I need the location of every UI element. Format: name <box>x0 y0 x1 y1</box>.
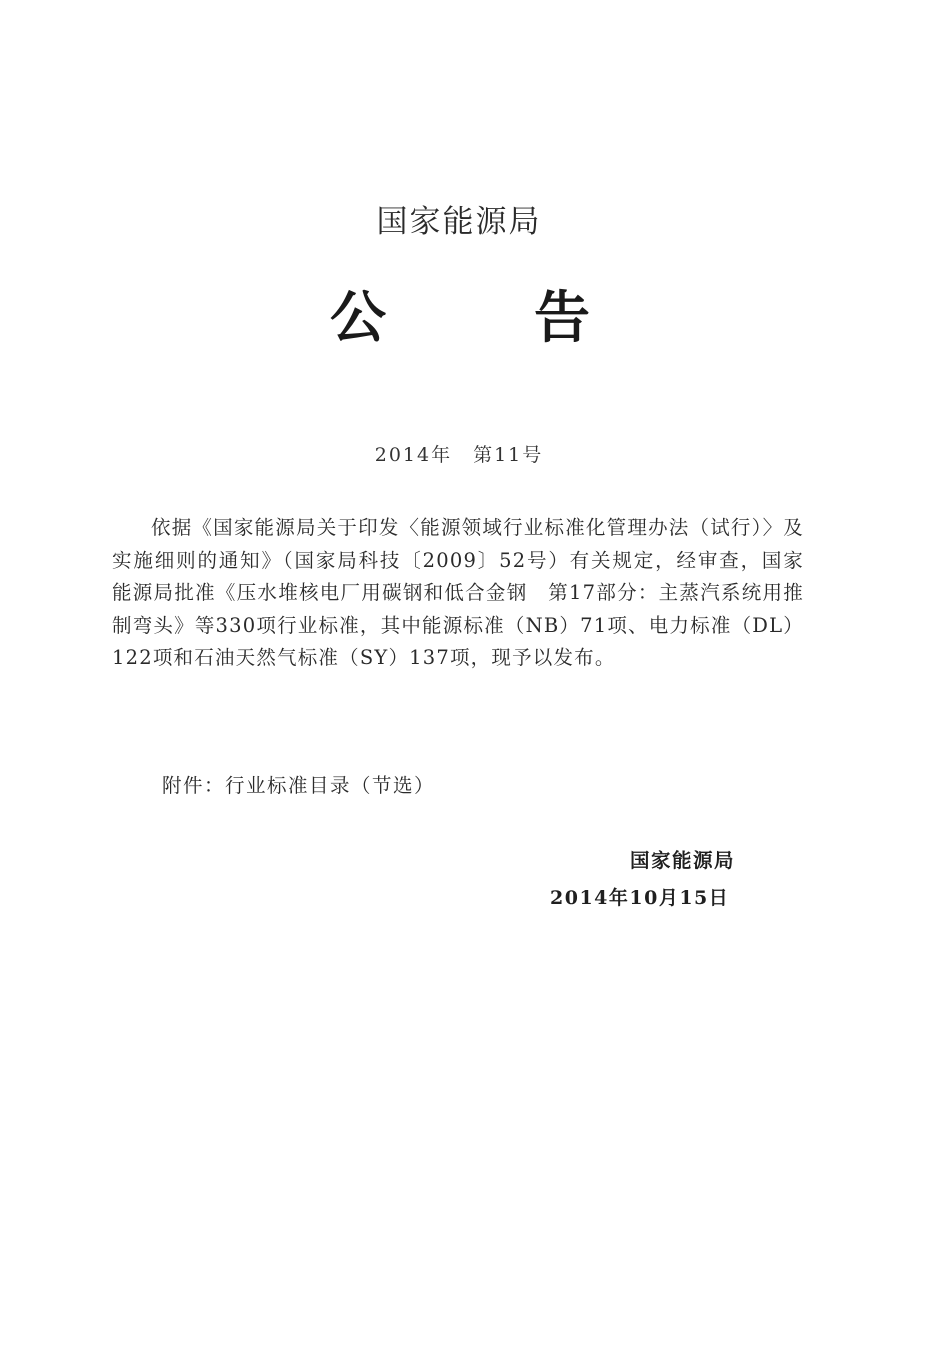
signature-date: 2014年10月15日 <box>550 887 730 909</box>
attachment-line: 附件：行业标准目录（节选） <box>162 774 436 797</box>
notice-title-char-1: 公 <box>330 286 386 351</box>
announcement-body: 依据《国家能源局关于印发〈能源领域行业标准化管理办法（试行）〉及实施细则的通知》（国家局科技〔2009〕52号）有关规定，经审查，国家能源局批准《压水堆核电厂用碳钢和低合金钢 第17部分：主蒸汽系统用推制弯头》等330项行业标准，其中能源标准（NB）71项、电力标准（DL）122项和石油天然气标准（SY）137项，现予以发布。 <box>112 516 804 669</box>
signature-agency: 国家能源局 <box>630 849 736 872</box>
issuing-agency-heading: 国家能源局 <box>376 204 542 240</box>
notice-title-char-2: 告 <box>534 286 590 351</box>
issue-number: 2014年 第11号 <box>374 444 544 466</box>
notice-title <box>330 283 590 355</box>
